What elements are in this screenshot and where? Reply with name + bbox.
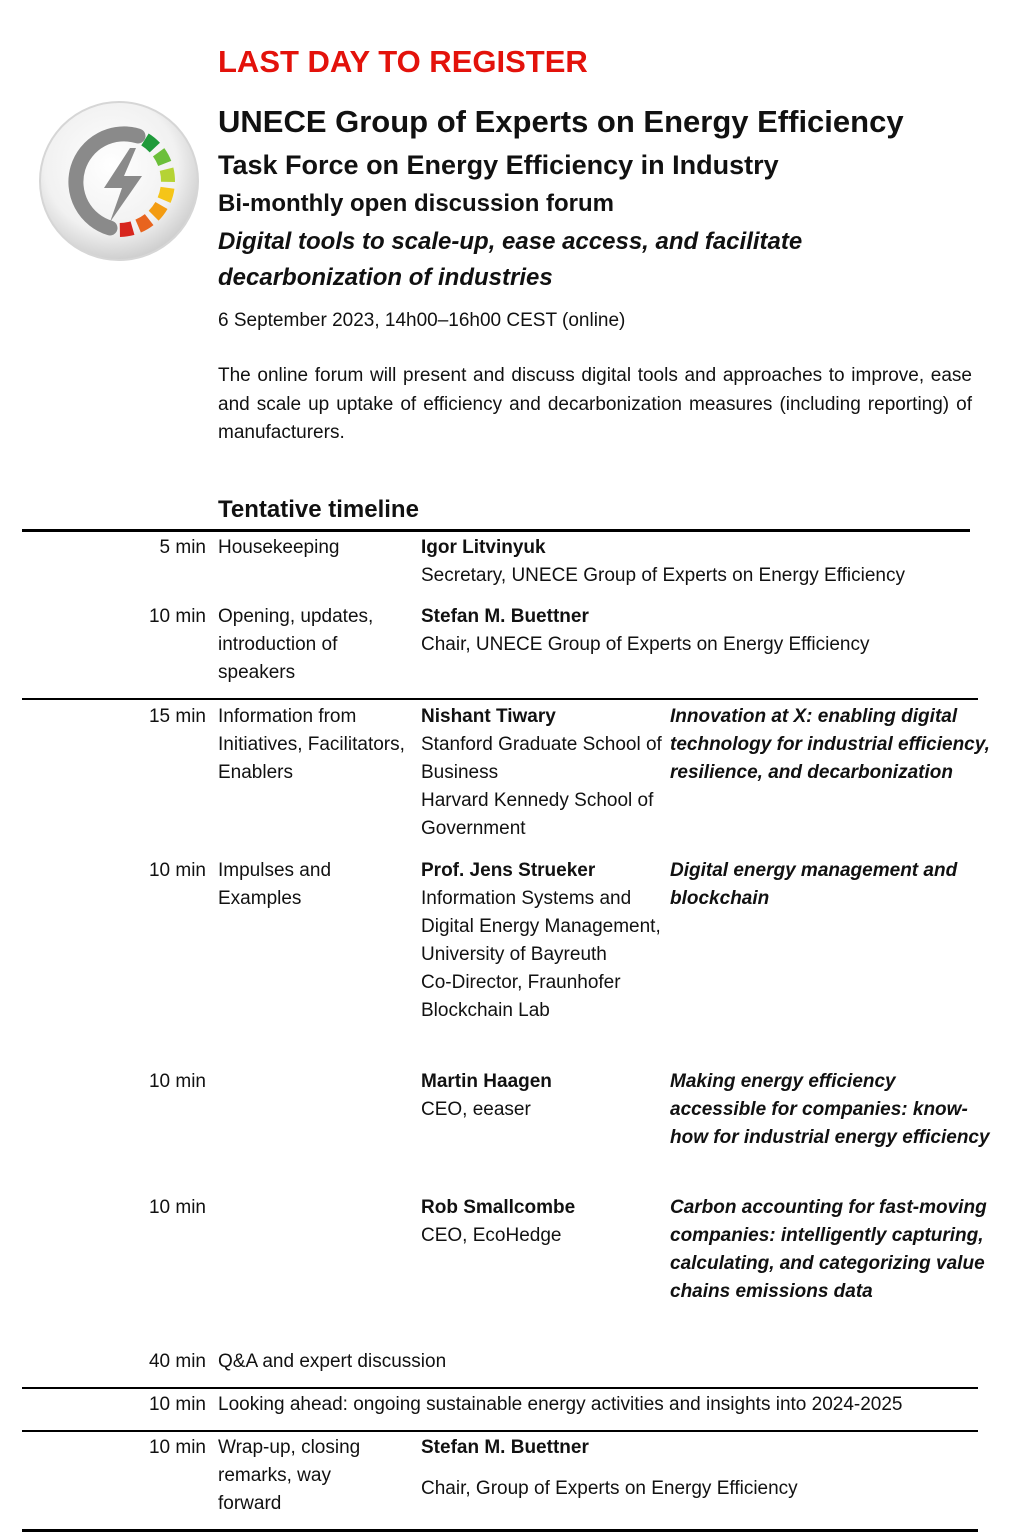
row-duration: 10 min: [148, 1197, 206, 1218]
row-duration: 5 min: [159, 537, 206, 558]
speaker-name: Stefan M. Buettner: [421, 606, 589, 627]
speaker-name: Rob Smallcombe: [421, 1197, 576, 1218]
speaker-affiliation: CEO, eeaser: [421, 1099, 531, 1120]
divider: [22, 529, 970, 532]
row-duration: 10 min: [148, 1437, 206, 1458]
row-speaker: [421, 703, 671, 843]
row-speaker: [421, 603, 1021, 659]
speaker-affiliation: Harvard Kennedy School of Government: [421, 790, 654, 839]
row-activity: Impulses and Examples: [218, 860, 332, 909]
talk-topic: Carbon accounting for fast-moving companies: intelligently capturing, calculating, and categorizing value chains emissions data: [670, 1197, 987, 1302]
talk-topic: Innovation at X: enabling digital technology for industrial efficiency, resilience, and decarbonization: [670, 706, 990, 783]
page-title: UNECE Group of Experts on Energy Efficiency: [218, 104, 904, 139]
row-activity: Housekeeping: [218, 537, 340, 558]
speaker-name: Nishant Tiwary: [421, 706, 556, 727]
speaker-name: Prof. Jens Strueker: [421, 860, 596, 881]
divider: [22, 1387, 978, 1389]
forum-label: Bi-monthly open discussion forum: [218, 190, 615, 217]
row-speaker: [421, 534, 1021, 590]
speaker-affiliation: Stanford Graduate School of Business: [421, 734, 662, 783]
row-activity: Information from Initiatives, Facilitators, Enablers: [218, 706, 405, 783]
row-speaker: [421, 1194, 671, 1250]
row-duration: 10 min: [148, 606, 206, 627]
speaker-name: Igor Litvinyuk: [421, 537, 546, 558]
intro-paragraph: The online forum will present and discuss digital tools and approaches to improve, ease and scale up uptake of efficiency and decarbonization measures (including reporting) of manufacturers.: [218, 365, 972, 443]
speaker-affiliation: Secretary, UNECE Group of Experts on Energy Efficiency: [421, 565, 905, 586]
row-duration: 10 min: [148, 1071, 206, 1092]
speaker-affiliation: Chair, UNECE Group of Experts on Energy Efficiency: [421, 634, 870, 655]
speaker-affiliation: CEO, EcoHedge: [421, 1225, 562, 1246]
divider: [22, 1529, 978, 1532]
speaker-affiliation: Information Systems and Digital Energy Management, University of Bayreuth: [421, 888, 661, 965]
row-duration: 40 min: [148, 1351, 206, 1372]
row-speaker: [421, 857, 671, 1025]
speaker-name: Martin Haagen: [421, 1071, 552, 1092]
row-activity: Looking ahead: ongoing sustainable energy activities and insights into 2024-2025: [218, 1394, 903, 1415]
row-activity: Q&A and expert discussion: [218, 1351, 447, 1372]
event-date: 6 September 2023, 14h00–16h00 CEST (online): [218, 310, 626, 331]
register-banner: LAST DAY TO REGISTER: [218, 44, 588, 79]
speaker-affiliation: Chair, Group of Experts on Energy Efficiency: [421, 1478, 798, 1499]
speaker-affiliation: Co-Director, Fraunhofer Blockchain Lab: [421, 972, 621, 1021]
divider: [22, 1430, 978, 1432]
page-subtitle: Task Force on Energy Efficiency in Industry: [218, 150, 779, 180]
talk-topic: Digital energy management and blockchain: [670, 860, 958, 909]
forum-topic: Digital tools to scale-up, ease access, and facilitate decarbonization of industries: [218, 228, 803, 291]
speaker-name: Stefan M. Buettner: [421, 1437, 589, 1458]
row-duration: 10 min: [148, 860, 206, 881]
row-duration: 10 min: [148, 1394, 206, 1415]
row-speaker: [421, 1434, 1021, 1503]
talk-topic: Making energy efficiency accessible for companies: know-how for industrial energy efficiency: [670, 1071, 990, 1148]
timeline-title: Tentative timeline: [218, 496, 419, 523]
lightning-gauge-logo: [38, 100, 200, 262]
row-activity: Wrap-up, closing remarks, way forward: [218, 1437, 361, 1514]
row-duration: 15 min: [148, 706, 206, 727]
divider: [22, 698, 978, 700]
row-speaker: [421, 1068, 671, 1124]
row-activity: Opening, updates, introduction of speakers: [218, 606, 374, 683]
